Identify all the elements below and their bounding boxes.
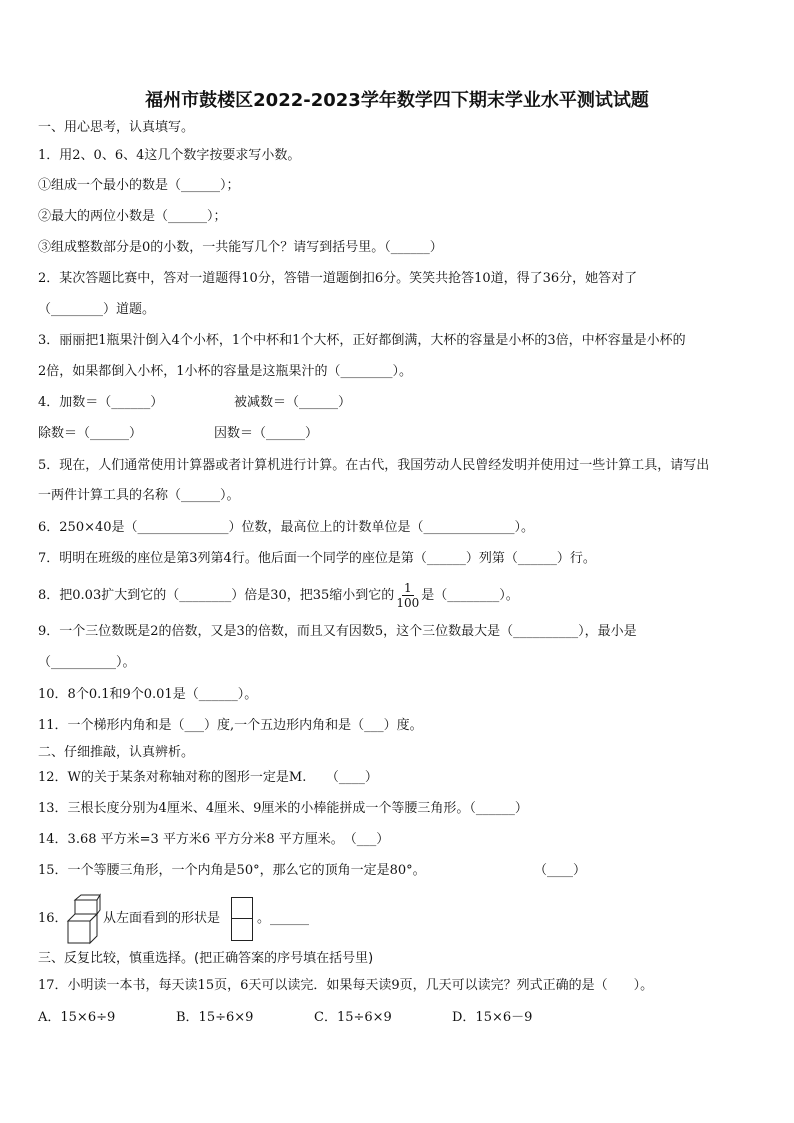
question-1-part-b: ②最大的两位小数是（______）；: [38, 209, 227, 224]
question-1-part-a: ①组成一个最小的数是（______）；: [38, 178, 240, 193]
question-5-line-1: 5．现在，人们通常使用计算器或者计算机进行计算。在古代，我国劳动人民曾经发明并使用过一些计算工具，请写出: [38, 458, 710, 473]
question-13: 13．三根长度分别为4厘米、4厘米、9厘米的小棒能拼成一个等腰三角形。（______）: [38, 801, 528, 816]
question-2-line-2: （________）道题。: [38, 302, 156, 317]
question-4-factor: 因数＝（______）: [214, 426, 319, 441]
section-2-heading: 二、仔细推敲，认真辨析。: [38, 745, 195, 760]
question-9-line-1: 9．一个三位数既是2的倍数，又是3的倍数，而且又有因数5，这个三位数最大是（__________），最小是: [38, 624, 637, 639]
fraction-one-hundredth: [396, 581, 419, 610]
question-2-line-1: 2．某次答题比赛中，答对一道题得10分，答错一道题倒扣6分。笑笑共抢答10道，得了36分，她答对了: [38, 271, 638, 286]
section-3-heading: 三、反复比较，慎重选择。(把正确答案的序号填在括号里): [38, 951, 374, 966]
fraction-denominator: 100: [396, 596, 420, 610]
question-4-divisor: 除数＝（______）: [38, 426, 143, 441]
question-6: 6．250×40是（______________）位数，最高位上的计数单位是（______________）。: [38, 520, 535, 535]
question-7: 7．明明在班级的座位是第3列第4行。他后面一个同学的座位是第（______）列第（______）行。: [38, 551, 596, 566]
question-17-option-a: A．15×6÷9: [38, 1010, 116, 1025]
question-17-option-b: B．15÷6×9: [176, 1010, 254, 1025]
left-view-shape: [231, 897, 253, 941]
page-title: 福州市鼓楼区2022-2023学年数学四下期末学业水平测试试题: [145, 90, 649, 111]
question-17-option-d: D．15×6－9: [452, 1010, 533, 1025]
fraction-numerator: 1: [403, 581, 412, 595]
question-15-answer-blank: （____）: [534, 863, 587, 878]
question-4-minuend: 被减数＝（______）: [234, 395, 352, 410]
question-3-line-1: 3．丽丽把1瓶果汁倒入4个小杯，1个中杯和1个大杯，正好都倒满，大杯的容量是小杯的3倍，中杯容量是小杯的: [38, 333, 686, 348]
question-8-text-before: 8．把0.03扩大到它的（________）倍是30，把35缩小到它的: [38, 588, 395, 603]
question-8-text-after: 是（________）。: [421, 588, 519, 603]
question-5-line-2: 一两件计算工具的名称（______）。: [38, 488, 240, 503]
stacked-cubes-figure: [66, 893, 102, 945]
question-1-part-c: ③组成整数部分是0的小数，一共能写几个？请写到括号里。（______）: [38, 240, 443, 255]
question-11: 11．一个梯形内角和是（___）度,一个五边形内角和是（___）度。: [38, 718, 423, 733]
question-17-stem: 17．小明读一本书，每天读15页，6天可以读完．如果每天读9页，几天可以读完？列式正确的是（ ）。: [38, 978, 654, 993]
question-4-addend: 4．加数＝（______）: [38, 395, 164, 410]
section-1-heading: 一、用心思考，认真填写。: [38, 120, 195, 135]
question-14: 14．3.68 平方米=3 平方米6 平方分米8 平方厘米。 （___）: [38, 832, 390, 847]
question-12: 12．W的关于某条对称轴对称的图形一定是M. （____）: [38, 770, 378, 785]
question-16-number: 16．: [38, 911, 68, 926]
question-9-line-2: （__________）。: [38, 655, 136, 670]
question-16-answer-blank: 。______: [257, 911, 310, 926]
question-8: [38, 578, 519, 614]
question-17-option-c: C．15÷6×9: [314, 1010, 392, 1025]
question-10: 10．8个0.1和9个0.01是（______）。: [38, 687, 258, 702]
question-15: 15．一个等腰三角形，一个内角是50°，那么它的顶角一定是80°。: [38, 863, 426, 878]
question-16-text: 从左面看到的形状是: [103, 911, 221, 926]
question-3-line-2: 2倍，如果都倒入小杯，1小杯的容量是这瓶果汁的（________）。: [38, 364, 413, 379]
question-1-stem: 1．用2、0、6、4这几个数字按要求写小数。: [38, 148, 301, 163]
